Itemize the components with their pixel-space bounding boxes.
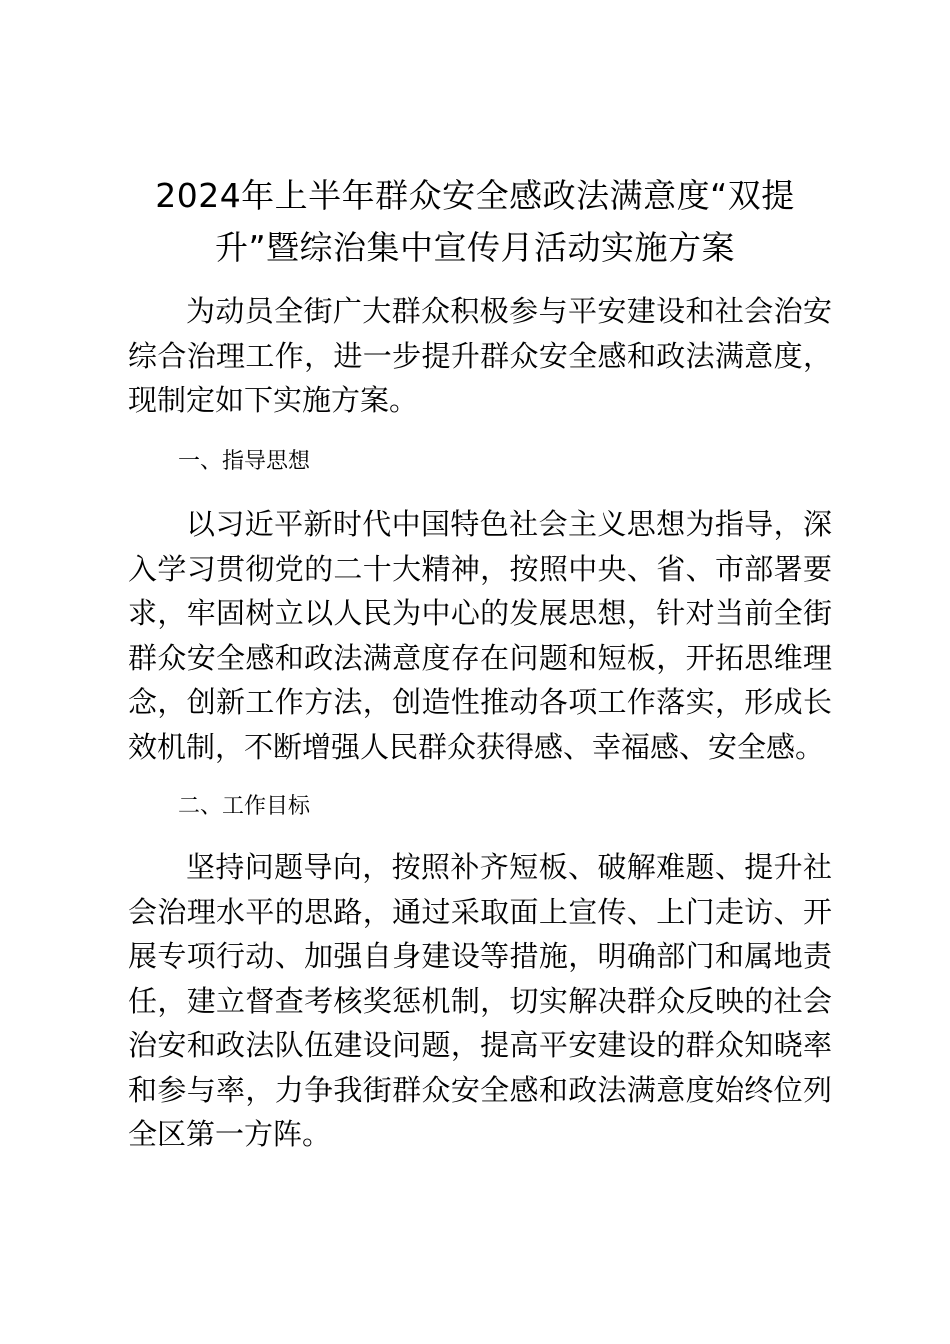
section-heading-guiding-ideology: 一、指导思想 <box>178 449 311 474</box>
section-body-guiding-ideology: 以习近平新时代中国特色社会主义思想为指导，深入学习贯彻党的二十大精神，按照中央、省、市部署要求，牢固树立以人民为中心的发展思想，针对当前全街群众安全感和政法满意度存在问题和短板，开拓思维理念，创新工作方法，创造性推动各项工作落实，形成长效机制，不断增强人民群众获得感、幸福感、安全感。 <box>128 507 832 764</box>
section-body-work-goals: 坚持问题导向，按照补齐短板、破解难题、提升社会治理水平的思路，通过采取面上宣传、上门走访、开展专项行动、加强自身建设等措施，明确部门和属地责任，建立督查考核奖惩机制，切实解决群众反映的社会治安和政法队伍建设问题，提高平安建设的群众知晓率和参与率，力争我街群众安全感和政法满意度始终位列全区第一方阵。 <box>128 850 832 1151</box>
document-title-line-1: 2024年上半年群众安全感政法满意度“双提 <box>155 176 795 215</box>
intro-paragraph: 为动员全街广大群众积极参与平安建设和社会治安综合治理工作，进一步提升群众安全感和政法满意度，现制定如下实施方案。 <box>128 294 832 417</box>
section-heading-work-goals: 二、工作目标 <box>178 794 311 819</box>
document-title-line-2: 升”暨综治集中宣传月活动实施方案 <box>214 228 736 267</box>
